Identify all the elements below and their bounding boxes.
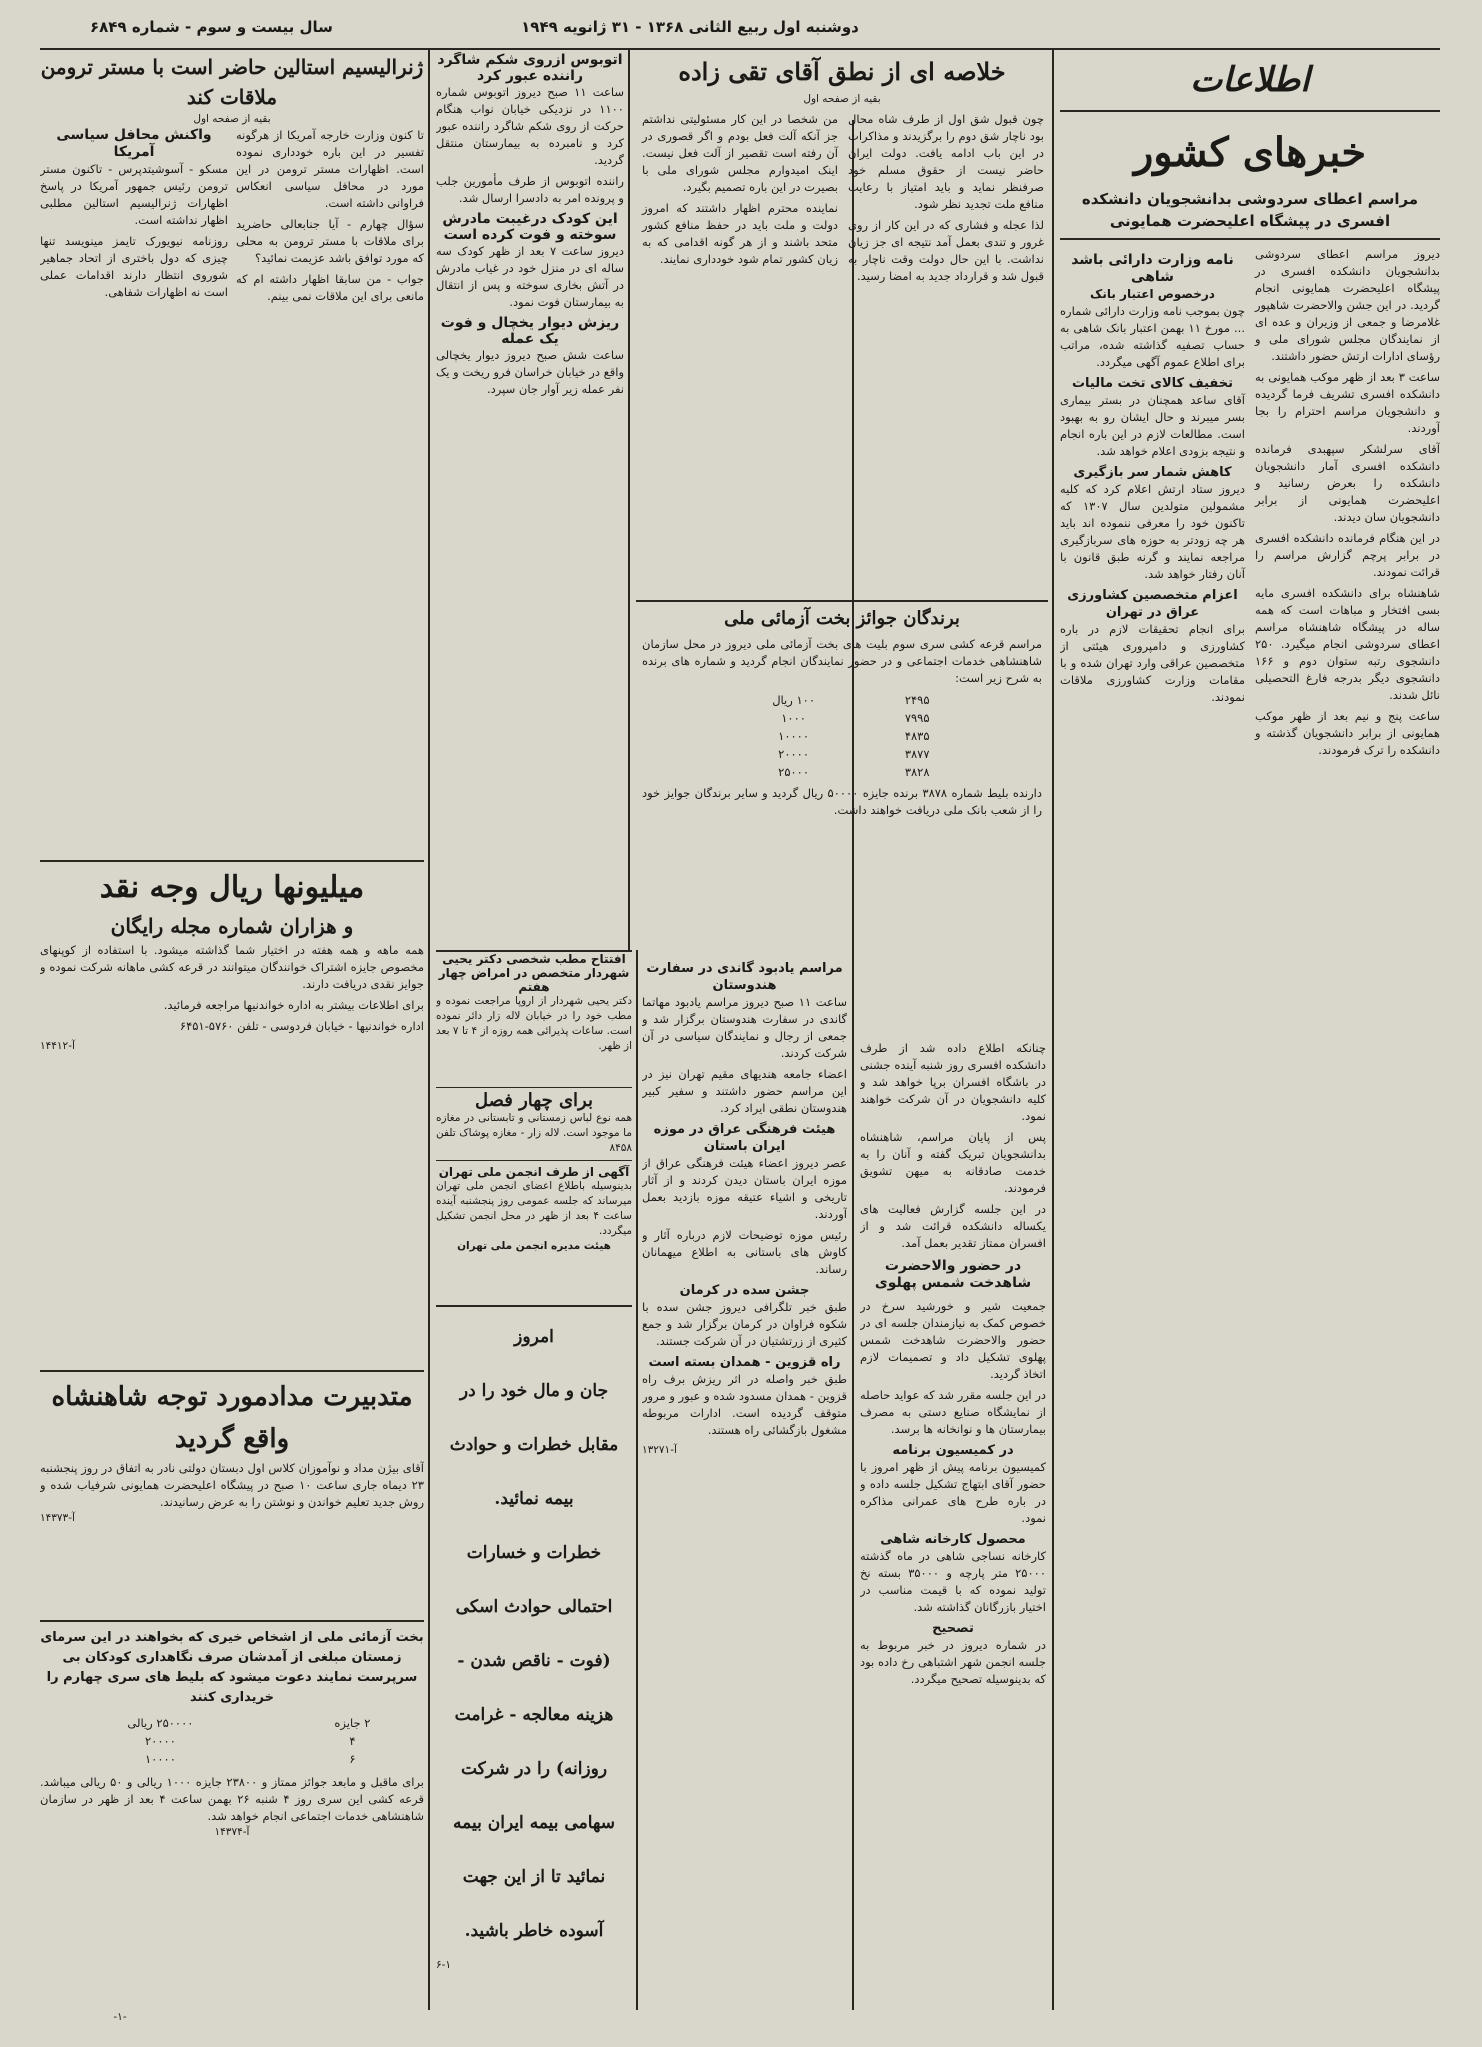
insurance-ad-line: (فوت - ناقص شدن - (457, 1651, 611, 1671)
prize-row (718, 763, 965, 781)
gandhi-head: مراسم یادبود گاندی در سفارت هندوستان (646, 961, 843, 993)
gandhi-p2: اعضاء جامعه هندیهای مقیم تهران نیز در این مراسم حضور داشتند و سفیر کبیر هندوستان نطقی ایراد کرد. (642, 1067, 847, 1115)
masthead-left: سال بیست و سوم - شماره ۶۸۴۹ (90, 18, 333, 36)
sadeh-p: طبق خبر تلگرافی دیروز جشن سده با شکوه فراوان در کرمان برگزار شد و جمع کثیری از زرتشتیان در آن شرکت جستند. (642, 1300, 847, 1348)
insurance-ad-line: جان و مال خود را در (459, 1381, 609, 1401)
column-rule-3 (628, 50, 630, 950)
child-head: این کودک درغیبت مادرش سوخته و فوت کرده است (442, 211, 618, 243)
news-p1: دیروز مراسم اعطای سردوشی بدانشجویان دانشکده افسری در پیشگاه اعلیحضرت همایونی انجام گردید. در این جشن والاحضرت شاهپور غلامرضا و جمعی از وزیران و عده ای از نمایندگان مجلس شورای ملی و رؤسای ادارات ارتش حضور داشتند. (1255, 247, 1440, 363)
table-cell: ۲ جایزه (334, 1716, 371, 1730)
stalin-head: ژنرالیسیم استالین حاضر است با مستر ترومن ملاقات کند (40, 55, 424, 109)
clothes-ad-body: همه نوع لباس زمستانی و تابستانی در مغازه ما موجود است. لاله زار - مغازه پوشاک تلفن ۸۴۵۸ (436, 1112, 632, 1154)
insurance-ad-line: مقابل خطرات و حوادث (449, 1435, 619, 1455)
table-cell: ۲۰۰۰۰ (144, 1734, 176, 1748)
news-p4: در این هنگام فرمانده دانشکده افسری در برابر پرچم گزارش مراسم را قرائت نمودند. (1255, 531, 1440, 579)
cash-ad-subtitle: و هزاران شماره مجله رایگان (110, 914, 354, 938)
lottery-row (40, 1750, 424, 1768)
left-rule-3 (40, 1620, 424, 1622)
table-cell: ۴۸۳۵ (904, 729, 930, 743)
table-cell: ۷۹۹۵ (904, 711, 930, 725)
lottery-row (40, 1714, 424, 1732)
table-cell: ۱۰۰۰ (781, 711, 806, 725)
insurance-ad-code: ۶-۱ (436, 1959, 452, 1971)
insurance-ad-line: امروز (514, 1327, 554, 1347)
news-p6: ساعت پنج و نیم بعد از ظهر موکب همایونی از برابر دانشجویان گذشته و دانشکده را ترک فرمودند. (1255, 709, 1440, 757)
mid-code: آ-۱۳۲۷۱ (642, 1444, 677, 1456)
table-cell: ۱۰۰۰۰ (144, 1752, 176, 1766)
wall-head: ریزش دیوار یخچال و فوت یک عمله (440, 315, 620, 347)
road-head: راه قزوین - همدان بسته است (648, 1355, 841, 1370)
insurance-ad-line: آسوده خاطر باشید. (464, 1921, 604, 1941)
lottery-winners-intro: مراسم قرعه کشی سری سوم بلیت های بخت آزمائی ملی دیروز در محل سازمان شاهنشاهی خدمات اجتماعی و در حضور نمایندگان انجام گردید و شماره های برنده به شرح زیر است: (642, 637, 1042, 685)
iraq-head: هیئت فرهنگی عراق در موزه ایران باستان (653, 1122, 836, 1154)
table-cell: ۶ (349, 1752, 356, 1766)
tax-title: تخفیف کالای تخت مالیات (1071, 376, 1234, 391)
right-column (1060, 50, 1440, 2010)
bus-p1: ساعت ۱۱ صبح دیروز اتوبوس شماره ۱۱۰۰ در نزدیکی خیابان نواب هنگام حرکت از روی شکم شاگرد راننده عبور کرد و نامبرده به بیمارستان منتقل گردید. (436, 85, 624, 167)
stalin-p4: مسکو - آسوشیتدپرس - تاکنون مستر ترومن رئیس جمهور آمریکا در پاسخ اظهارات ژنرالیسیم استالین مطلبی اظهار نداشته است. (40, 162, 228, 227)
bank-subtitle: درخصوص اعتبار بانک (1090, 287, 1215, 301)
logo-rule (1060, 110, 1440, 112)
insurance-ad (436, 1310, 632, 2010)
iraq-p1: عصر دیروز اعضاء هیئت فرهنگی عراق از موزه ایران باستان دیدن کردند و از آثار تاریخی و اشیاء عتیقه موزه بازدید بعمل آوردند. (642, 1156, 847, 1221)
c2-p2: پس از پایان مراسم، شاهنشاه بدانشجویان تبریک گفته و آنان را به خدمت صادقانه به میهن تشویق فرمودند. (860, 1130, 1046, 1195)
cash-ad-p3: اداره خواندنیها - خیابان فردوسی - تلفن ۵۷۶۰-۶۴۵۱ (179, 1019, 424, 1033)
stalin-cont: بقیه از صفحه اول (193, 113, 271, 125)
association-ad-title: آگهی از طرف انجمن ملی تهران (438, 1165, 630, 1179)
clothes-ad-title: برای چهار فصل (474, 1090, 593, 1111)
c2-p6: کمیسیون برنامه پیش از ظهر امروز با حضور آقای ابتهاج تشکیل جلسه داده و در باره طرح های عمرانی مذاکره نمود. (860, 1460, 1046, 1525)
c2-h1: در حضور والاحضرت شاهدخت شمس پهلوی (874, 1258, 1032, 1291)
table-cell: ۳۸۲۸ (904, 765, 930, 779)
left-rule-2 (40, 1370, 424, 1372)
cash-ad-code: آ-۱۴۴۱۲ (40, 1040, 75, 1052)
c2-p3: در این جلسه گزارش فعالیت های یکساله دانشکده قرائت شد و از افسران ممتاز تقدیر بعمل آمد. (860, 1202, 1046, 1250)
prize-row (718, 691, 965, 709)
news-p3: آقای سرلشکر سپهبدی فرمانده دانشکده افسری آمار دانشجویان دانشکده را بعرض رسانید و اعلیحضرت همایونی از برابر دانشجویان سان دیدند. (1255, 442, 1440, 524)
taghizadeh-title: خلاصه ای از نطق آقای تقی زاده (678, 57, 1006, 86)
table-cell: ۲۴۹۵ (904, 693, 930, 707)
table-cell: ۲۰۰۰۰ (778, 747, 810, 761)
doctor-ad-body: دکتر یحیی شهردار از اروپا مراجعت نموده و مطب خود را در خیابان لاله زار دائر نموده است. ساعات پذیرائی همه روزه از ۴ تا ۷ بعد از ظهر. (436, 995, 632, 1052)
association-ad (436, 1165, 632, 1307)
bank-p: چون بموجب نامه وزارت دارائی شماره ... مورخ ۱۱ بهمن اعتبار بانک شاهی به حساب تصفیه گذاشته شده، مراتب برای اطلاع عموم آگهی میگردد. (1060, 304, 1245, 369)
lottery-winners-box (636, 600, 1048, 952)
prize-table (718, 691, 965, 781)
wall-p: ساعت شش صبح دیروز دیوار یخچالی واقع در خیابان خراسان فرو ریخت و یک نفر عمله زیر آوار جان سپرد. (436, 348, 624, 396)
masthead-center: دوشنبه اول ربیع الثانی ۱۳۶۸ - ۳۱ ژانویه ۱۹۴۹ (521, 18, 859, 36)
table-cell: ۱۰۰ ریال (772, 693, 815, 707)
census-p: دیروز ستاد ارتش اعلام کرد که کلیه مشمولین متولدین سال ۱۳۰۷ که تاکنون خود را معرفی ننموده اند باید هر چه زودتر به حوزه های سربازگیری مراجعه نمایند و گرنه طبق قانون با آنان رفتار خواهد شد. (1060, 482, 1246, 581)
table-cell: ۴ (349, 1734, 356, 1748)
table-cell: ۲۵۰۰۰۰ ریالی (127, 1716, 194, 1730)
lottery-ad-code: آ-۱۴۳۷۴ (214, 1826, 250, 1838)
lottery-ad-table (40, 1714, 424, 1768)
sadeh-head: جشن سده در کرمان (679, 1283, 810, 1298)
bank-title: نامه وزارت دارائی باشد شاهی (1071, 252, 1234, 285)
lottery-winners-foot: دارنده بلیط شماره ۳۸۷۸ برنده جایزه ۵۰۰۰۰ ریال گردید و سایر برندگان جوایز خود را از شعب بانک ملی دریافت خواهند داشت. (642, 786, 1042, 817)
left-rule-1 (40, 860, 424, 862)
news-p2: ساعت ۳ بعد از ظهر موکب همایونی به دانشکده افسری تشریف فرما گردیده و دانشجویان مراسم احترام را بجا آوردند. (1255, 370, 1440, 435)
insurance-ad-line: سهامی بیمه ایران بیمه (453, 1813, 615, 1833)
prize-row (718, 727, 965, 745)
column-rule-4 (428, 50, 430, 2010)
c2-p4: جمعیت شیر و خورشید سرخ در خصوص کمک به نیازمندان جلسه ای در حضور والاحضرت شاهدخت شمس پهلوی تشکیل داد و تصمیمات لازم اتخاذ گردید. (860, 1299, 1046, 1381)
news-p5: شاهنشاه برای دانشکده افسری مایه بسی افتخار و مباهات است که همه ساله در پیشگاه شاهنشاه مراسم اعطای سردوشی انجام میگیرد. ۲۵۰ دانشجوی رتبه ستوان دوم و ۱۶۶ دانشجوی دیگر بدرجه فارغ التحصیلی نائل شدند. (1255, 586, 1440, 702)
doctor-ad-title: افتتاح مطب شخصی دکتر یحیی شهردار متخصص در امراض چهار هفتم (438, 952, 630, 994)
column-2 (860, 1040, 1046, 2000)
method-ad-code: آ-۱۴۳۷۳ (40, 1512, 75, 1524)
lottery-winners-title: برندگان جوائز بخت آزمائی ملی (724, 608, 960, 629)
lottery-row (40, 1732, 424, 1750)
cash-ad-p2: برای اطلاعات بیشتر به اداره خواندنیها مراجعه فرمائید. (163, 998, 424, 1012)
method-ad-body: آقای بیژن مداد و نوآموزان کلاس اول دبستان دولتی نادر به اتفاق در روز پنجشنبه ۲۳ دیماه جاری ساعت ۱۰ صبح در پیشگاه اعلیحضرت همایونی شرفیاب شده و روش جدید تعلیم خواندن و نوشتن را به عرض رسانیدند. (40, 1461, 424, 1509)
c2-h2: در کمیسیون برنامه (892, 1443, 1014, 1458)
insurance-ad-line: نمائید تا از این جهت (462, 1867, 606, 1887)
road-p: طبق خبر واصله در اثر ریزش برف راه قزوین - همدان مسدود شده و عبور و مرور متوقف گردیده است. ادارات مربوطه مشغول بازگشائی راه هستند. (642, 1372, 847, 1437)
c2-p1: چنانکه اطلاع داده شد از طرف دانشکده افسری روز شنبه آینده جشنی در باشگاه افسران برپا خواهد شد و کلیه دانشجویان در آن شرکت خواهند نمود. (860, 1041, 1046, 1123)
cash-ad-title: میلیونها ریال وجه نقد (99, 870, 365, 905)
census-title: کاهش شمار سر بازگیری (1073, 465, 1232, 480)
bus-head: اتوبوس ازروی شکم شاگرد راننده عبور کرد (437, 52, 623, 84)
prize-row (718, 745, 965, 763)
c2-p5: در این جلسه مقرر شد که عواید حاصله از نمایشگاه صنایع دستی به مصرف بیمارستان ها و نوانخانه ها برسد. (860, 1388, 1046, 1436)
news-title: خبرهای کشور (1133, 129, 1367, 176)
lottery-ad-body: برای ماقبل و مابعد جوائز ممتاز و ۲۳۸۰۰ جایزه ۱۰۰۰ ریالی و ۵۰ ریالی میباشد. قرعه کشی این سری روز ۴ شنبه ۲۶ بهمن ساعت ۴ بعد از ظهر در سازمان شاهنشاهی خدمات اجتماعی انجام خواهد شد. (40, 1775, 424, 1823)
table-cell: ۱۰۰۰۰ (778, 729, 810, 743)
gandhi-p1: ساعت ۱۱ صبح دیروز مراسم یادبود مهاتما گاندی در سفارت هندوستان برگزار شد و جمعی از رجال و نمایندگان سیاسی در آن شرکت کردند. (642, 995, 847, 1060)
prize-row (718, 709, 965, 727)
doctor-ad (436, 950, 632, 1088)
lottery-ad (40, 1628, 424, 2008)
bus-p2: راننده اتوبوس از طرف مأمورین جلب و پرونده امر به دادسرا ارسال شد. (436, 174, 624, 205)
column-4 (436, 52, 624, 947)
c3-p4: نماینده محترم اظهار داشتند که امروز دولت و ملت باید در حفظ منافع کشور متحد باشند و از هر گونه اقدامی که به زیان کشور تمام شود خودداری نمایند. (642, 201, 838, 266)
c2-p8: در شماره دیروز در خبر مربوط به جلسه انجمن شهر اشتباهی رخ داده بود که بدینوسیله تصحیح میگردد. (860, 1638, 1046, 1686)
stalin-p5: روزنامه نیویورک تایمز مینویسد تنها چیزی که دول باختری از اتحاد جماهیر شوروی انتظار دارند اقدامات عملی است نه اظهارات شفاهی. (40, 234, 228, 299)
clothes-ad (436, 1090, 632, 1161)
iraq-p2: رئیس موزه توضیحات لازم درباره آثار و کاوش های باستانی به اطلاع میهمانان رساند. (642, 1228, 847, 1276)
insurance-ad-lines (436, 1310, 632, 1958)
lottery-ad-title: بخت آزمائی ملی از اشخاص خیری که بخواهند در این سرمای زمستان مبلغی از آمدشان صرف نگاهداری کودکان بی سرپرست نمایند دعوت میشود که بلیط های سری چهارم را خریداری کنند (40, 1630, 424, 1705)
c2-h3: محصول کارخانه شاهی (880, 1532, 1026, 1547)
taghizadeh-cont: بقیه از صفحه اول (803, 93, 881, 105)
cash-ad-p1: همه ماهه و همه هفته در اختیار شما گذاشته میشود. با استفاده از کوپنهای مخصوص جایزه اشتراک خوانندگان میتوانند در قرعه کشی ماهانه شرکت نموده و جوایز نقدی دریافت دارند. (40, 943, 424, 991)
table-cell: ۲۵۰۰۰ (778, 765, 810, 779)
column-rule-5 (636, 950, 638, 2010)
subtitle-rule (1060, 238, 1440, 240)
newspaper-logo: اطلاعات (1190, 60, 1310, 100)
insurance-ad-line: روزانه) را در شرکت (460, 1759, 608, 1779)
agri-p: برای انجام تحقیقات لازم در باره کشاورزی و دامپروری هیئتی از متخصصین عراقی وارد تهران شده و با مقامات وزارت کشاورزی ملاقات نمودند. (1060, 622, 1245, 704)
association-ad-sign: هیئت مدیره انجمن ملی تهران (457, 1240, 611, 1252)
stalin-p1: تا کنون وزارت خارجه آمریکا از هرگونه تفسیر در این باره خودداری نموده است. اظهارات مستر ترومن در این مورد در محافل سیاسی انعکاس فراوانی داشته است. (236, 128, 424, 210)
agri-title: اعزام متخصصین کشاورزی عراق در تهران (1067, 588, 1238, 620)
stalin-p3: جواب - من سابقا اظهار داشته ام که مانعی برای این ملاقات نمی بینم. (236, 272, 424, 303)
table-cell: ۳۸۷۷ (904, 747, 930, 761)
association-ad-body: بدینوسیله باطلاع اعضای انجمن ملی تهران میرساند که جلسه عمومی روز پنجشنبه آینده ساعت ۴ بعد از ظهر در محل انجمن تشکیل میگردد. (436, 1180, 632, 1237)
insurance-ad-line: خطرات و خسارات (466, 1543, 602, 1563)
insurance-ad-line: احتمالی حوادث اسکی (455, 1597, 613, 1617)
page-number: -۱- (113, 2011, 127, 2023)
method-ad-title: متدبیرت مدادمورد توجه شاهنشاه واقع گردید (51, 1382, 413, 1454)
insurance-ad-line: هزینه معالجه - غرامت (454, 1705, 614, 1725)
c3-p3: من شخصا در این کار مسئولیتی نداشتم جز آنکه آلت فعل بودم و اگر قصوری در آن رفته است تقصیر از آلت فعل نیست. اینک امیدوارم مجلس شورای ملی با بصیرت در این باره تصمیم بگیرد. (642, 112, 838, 194)
child-p: دیروز ساعت ۷ بعد از ظهر کودک سه ساله ای در منزل خود در غیاب مادرش در آتش بخاری سوخته و پس از انتقال به بیمارستان فوت نمود. (436, 244, 624, 309)
c2-h4: تصحیح (932, 1621, 974, 1636)
column-3-lower (642, 960, 847, 2000)
c3-p1: چون قبول شق اول از طرف شاه محال بود ناچار شق دوم را برگزیدند و مذاکرات در این باب ادامه یافت. دولت ایران حاضر نیست از حقوق مسلم خود صرفنظر نماید و باید امتیاز با رعایت منافع ملت تجدید نظر شود. (848, 112, 1044, 211)
c3-p2: لذا عجله و فشاری که در این کار از روی غرور و تندی بعمل آمد نتیجه ای جز زیان نداشت. با این حال دولت وقت ناچار به قبول شد و قرارداد جدید به امضا رسید. (848, 218, 1044, 283)
column-rule-1 (1052, 50, 1054, 2010)
news-subtitle: مراسم اعطای سردوشی بدانشجویان دانشکده افسری در پیشگاه اعلیحضرت همایونی (1081, 190, 1419, 230)
insurance-ad-line: بیمه نمائید. (494, 1489, 574, 1509)
reaction-head: واکنش محافل سیاسی آمریکا (56, 127, 212, 160)
c2-p7: کارخانه نساجی شاهی در ماه گذشته ۲۵۰۰۰ متر پارچه و ۳۵۰۰۰ بسته نخ تولید نموده که با قیمت مناسب در اختیار بازرگانان گذاشته شد. (860, 1549, 1046, 1614)
tax-p: آقای ساعد همچنان در بستر بیماری بسر میبرند و حال ایشان رو به بهبود است. مطالعات لازم در این باره انجام و نتیجه بزودی اعلام خواهد شد. (1060, 393, 1245, 458)
stalin-p2: سؤال چهارم - آیا جنابعالی حاضرید برای ملاقات با مستر ترومن به محلی که مورد توافق باشد عزیمت نمائید؟ (236, 217, 424, 265)
method-ad (40, 1376, 424, 1616)
cash-ad (40, 866, 424, 1166)
